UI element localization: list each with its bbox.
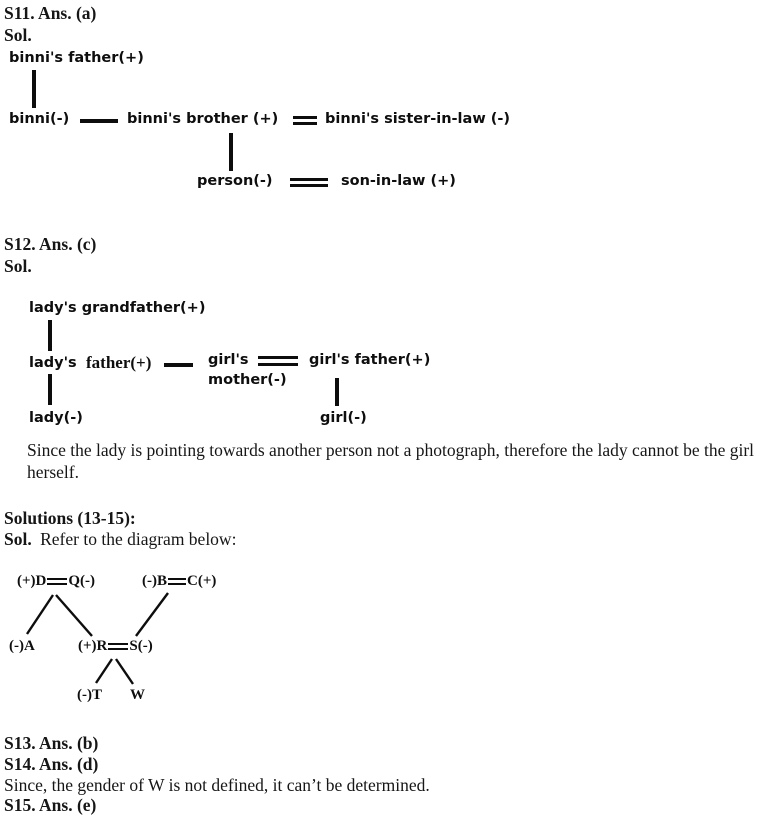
s11-line-father-binni: [32, 70, 36, 108]
s13-15-node-b: (-)B: [142, 573, 167, 589]
s12-node-father: father(+): [86, 353, 152, 372]
s13-15-node-c: C(+): [187, 573, 217, 589]
s13-15-couple-b-c: [142, 573, 216, 590]
s12-marriage-line-mother-father: [258, 356, 298, 366]
s12-node-lady: lady(-): [29, 410, 83, 426]
s13-15-node-a: (-)A: [9, 638, 35, 654]
s12-node-ladys-grandfather: lady's grandfather(+): [29, 300, 206, 316]
s11-node-sister-in-law: binni's sister-in-law (-): [325, 111, 511, 127]
s12-node-ladys: lady's: [29, 355, 77, 371]
s11-answer-heading: S11. Ans. (a): [4, 3, 97, 23]
s11-marriage-line-brother-sisterinlaw: [293, 116, 317, 125]
s13-15-node-t: (-)T: [77, 687, 102, 703]
s13-15-couple-d-q: [17, 573, 95, 590]
s13-15-sol-label: Sol.: [4, 529, 32, 549]
s12-explanation: Since the lady is pointing towards another person not a photograph, therefore the lady cannot be the girl herself.: [27, 440, 755, 482]
s11-line-binni-brother: [80, 119, 118, 123]
s12-line-grandfather-father: [48, 320, 52, 351]
s12-node-girls: girl's: [208, 352, 249, 368]
s12-answer-heading: S12. Ans. (c): [4, 234, 97, 254]
s11-sol-label: Sol.: [4, 25, 32, 45]
s11-node-binnis-father: binni's father(+): [9, 50, 144, 66]
s12-node-mother: mother(-): [208, 372, 287, 388]
s13-15-marriage-line-r-s: [108, 643, 128, 650]
s13-15-marriage-line-b-c: [168, 578, 186, 585]
s11-node-person: person(-): [197, 173, 273, 189]
s12-node-girls-father: girl's father(+): [309, 352, 431, 368]
s13-15-heading: Solutions (13-15):: [4, 508, 136, 528]
s12-sol-label: Sol.: [4, 256, 32, 276]
s13-15-node-r: (+)R: [78, 638, 108, 654]
s12-node-girl: girl(-): [320, 410, 367, 426]
s13-15-couple-r-s: [78, 638, 153, 655]
s15-answer-heading: S15. Ans. (e): [4, 795, 97, 815]
s13-15-node-w: W: [130, 687, 145, 703]
s12-line-girlsfather-girl: [335, 378, 339, 406]
s13-15-node-q: Q(-): [68, 573, 96, 589]
s14-explanation: Since, the gender of W is not defined, it can’t be determined.: [4, 775, 430, 795]
s13-15-node-s: S(-): [129, 638, 153, 654]
s14-answer-heading: S14. Ans. (d): [4, 754, 99, 774]
s11-node-son-in-law: son-in-law (+): [341, 173, 456, 189]
s13-15-marriage-line-d-q: [47, 578, 67, 585]
s13-15-sol-text: Refer to the diagram below:: [40, 529, 237, 549]
s11-marriage-line-person-soninlaw: [290, 178, 328, 187]
s11-node-binni: binni(-): [9, 111, 70, 127]
s12-line-father-mother: [164, 363, 193, 367]
s13-15-node-d: (+)D: [17, 573, 47, 589]
s13-answer-heading: S13. Ans. (b): [4, 733, 99, 753]
s11-node-binnis-brother: binni's brother (+): [127, 111, 279, 127]
s13-15-sol-line: [4, 529, 236, 551]
s12-line-ladys-lady: [48, 374, 52, 405]
s11-line-brother-person: [229, 133, 233, 171]
